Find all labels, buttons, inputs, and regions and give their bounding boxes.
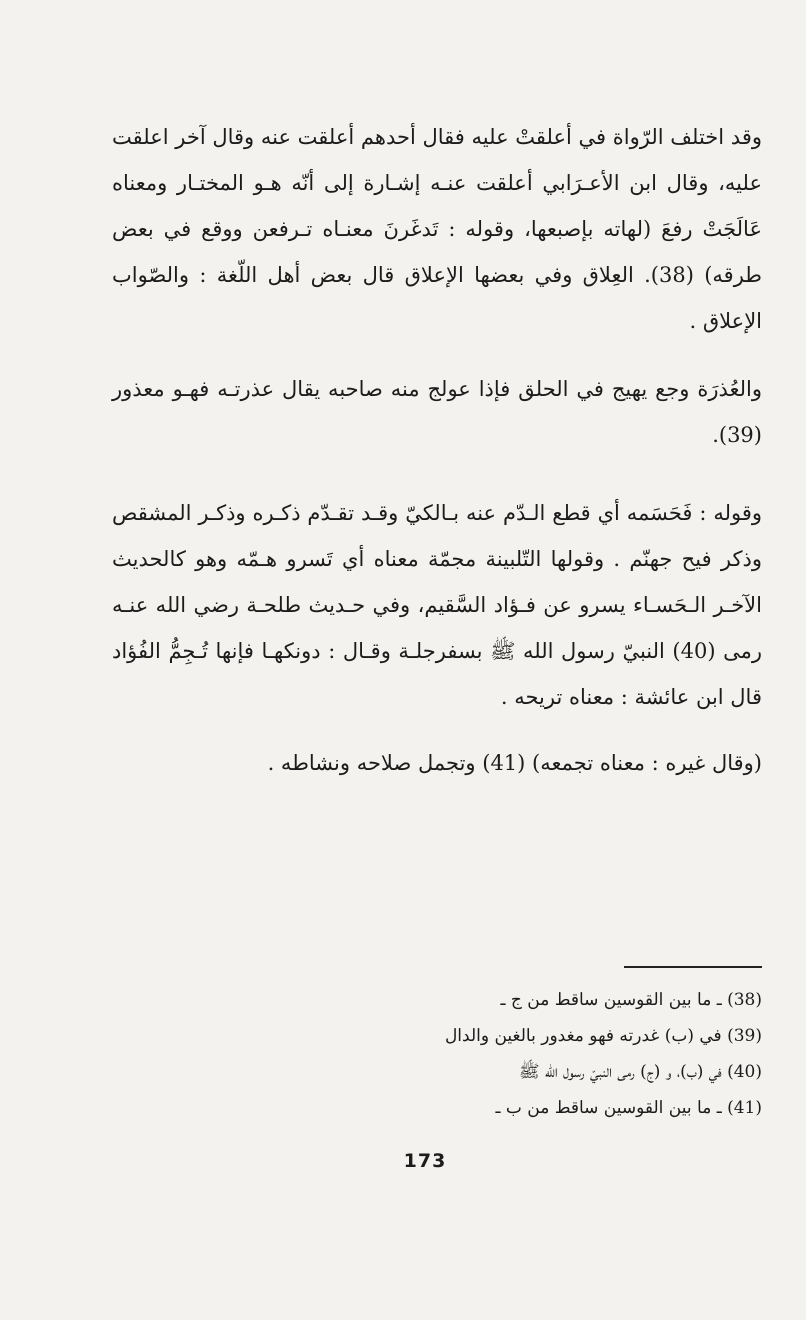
paragraph-text: (وقال غيره : معناه تجمعه) (41) وتجمل صلاحه ونشاطه . [267, 751, 762, 775]
paragraph-text: وقد اختلف الرّواة في أعلقتْ عليه فقال أحدهم أعلقت عنه وقال آخر اعلقت عليه، وقال ابن الأعـرَابي أعلقت عنـه إشـارة إلى أنّه هـو المختـار ومعناه عَالَجَتْ رفعَ (لهاته بإصبعها، وقوله : تَدغَرنَ معنـاه تـرفعن ووقع في بعض طرقه) (38). العِلاق وفي بعضها الإعلاق قال بعض أهل اللّغة : والصّواب الإعلاق . [112, 125, 762, 333]
body-paragraph-4 [112, 740, 762, 786]
paragraph-text: وقوله : فَحَسَمه أي قطع الـدّم عنه بـالكيّ وقـد تقـدّم ذكـره وذكـر المشقص وذكر فيح جهنّم . وقولها التّلبينة مجمّة معناه أي تَسرو هـمّه وهو كالحديث الآخـر الـحَسـاء يسرو عن فـؤاد السَّقيم، وفي حـديث طلحـة رضي الله عنـه رمى (40) النبيّ رسول الله ﷺ بسفرجلـة وقـال : دونكهـا فإنها تُـجِمُّ الفُؤاد قال ابن عائشة : معناه تريحه . [112, 501, 763, 709]
footnote-divider [624, 966, 762, 968]
page-number: 173 [403, 1150, 447, 1172]
footnotes [300, 982, 762, 1126]
footnote-41: (41) ـ ما بين القوسين ساقط من ب ـ [495, 1098, 762, 1118]
footnote-40: (40) في (ب)، و (ج) رمى النبيّ رسول الله ﷺ [519, 1062, 762, 1082]
footnote-38: (38) ـ ما بين القوسين ساقط من ج ـ [500, 990, 762, 1010]
body-paragraph-3 [112, 490, 762, 720]
paragraph-text: والعُذرَة وجع يهيج في الحلق فإذا عولج منه صاحبه يقال عذرتـه فهـو معذور (39). [112, 377, 762, 447]
body-paragraph-1 [112, 114, 762, 344]
body-paragraph-2 [112, 366, 762, 458]
footnote-39: (39) في (ب) غدرته فهو مغدور بالغين والدال [444, 1026, 762, 1046]
